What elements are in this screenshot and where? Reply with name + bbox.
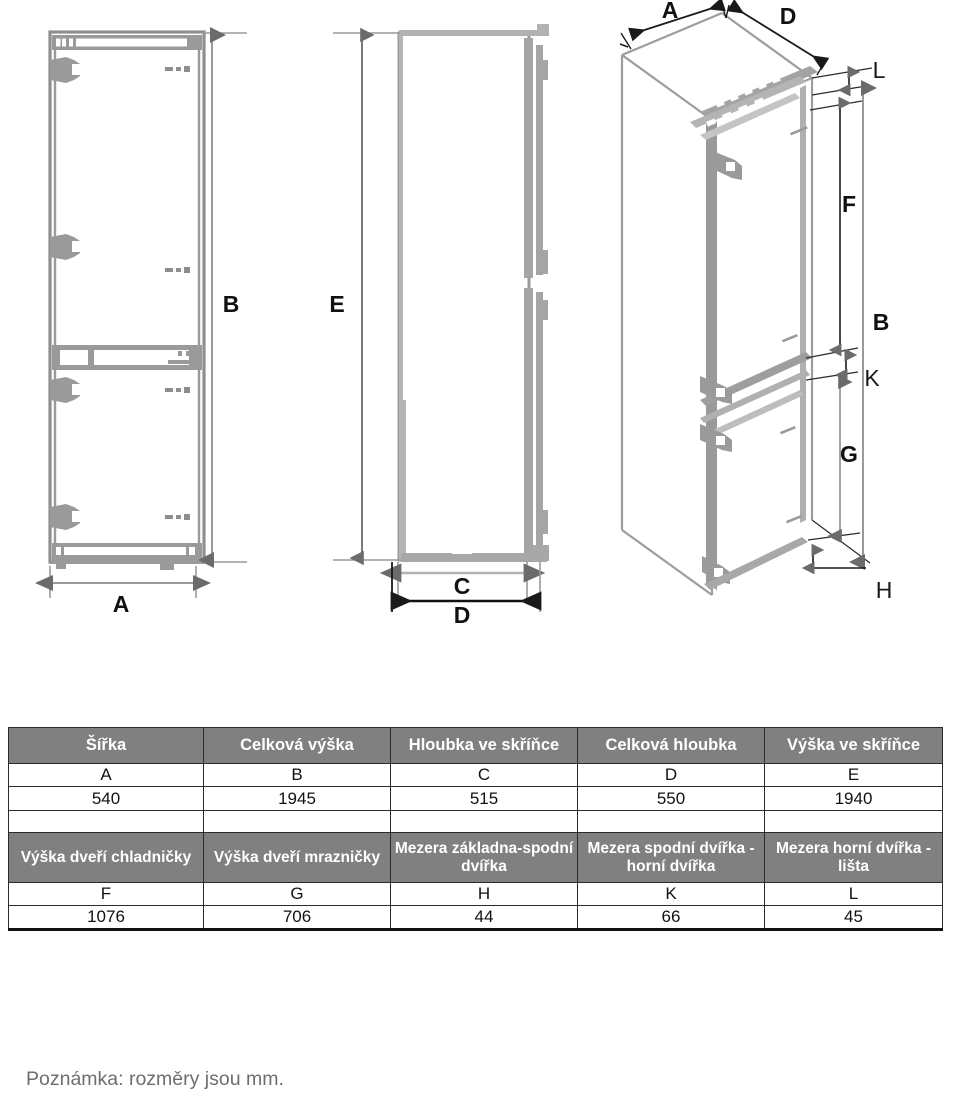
front-cabinet-outline xyxy=(50,32,204,562)
side-dimension-D-label: D xyxy=(453,602,471,628)
header-vyska-dveri-mraznicky: Výška dveří mrazničky xyxy=(204,833,391,883)
iso-dimension-H-label: H xyxy=(875,577,893,603)
letter-l: L xyxy=(765,883,943,906)
side-dimension-C-label: C xyxy=(453,573,471,599)
units-note: Poznámka: rozměry jsou mm. xyxy=(26,1068,284,1090)
letter-h: H xyxy=(391,883,578,906)
value-c: 515 xyxy=(391,787,578,811)
front-top-rail xyxy=(52,35,202,50)
value-g: 706 xyxy=(204,906,391,930)
header-mezera-spodni-horni-dvirka: Mezera spodní dvířka - horní dvířka xyxy=(578,833,765,883)
header-celkova-hloubka: Celková hloubka xyxy=(578,728,765,764)
table-value-row-2 xyxy=(9,906,943,930)
front-liner-outline xyxy=(55,37,199,557)
front-dimension-B-label: B xyxy=(222,291,240,317)
value-l: 45 xyxy=(765,906,943,930)
letter-c: C xyxy=(391,764,578,787)
letter-a: A xyxy=(9,764,204,787)
value-f: 1076 xyxy=(9,906,204,930)
value-b: 1945 xyxy=(204,787,391,811)
header-mezera-zakladna-spodni-dvirka: Mezera základna-spodní dvířka xyxy=(391,833,578,883)
iso-dimension-H xyxy=(808,550,866,568)
iso-dimension-A-label: A xyxy=(661,0,679,23)
letter-k: K xyxy=(578,883,765,906)
table-letter-row-2 xyxy=(9,883,943,906)
side-view xyxy=(329,24,549,628)
value-k: 66 xyxy=(578,906,765,930)
dimensions-table-wrapper xyxy=(8,727,942,931)
front-plinth xyxy=(50,559,204,570)
table-letter-row-1 xyxy=(9,764,943,787)
isometric-view xyxy=(620,0,892,603)
value-a: 540 xyxy=(9,787,204,811)
iso-dimension-F-label: F xyxy=(841,191,857,217)
value-d: 550 xyxy=(578,787,765,811)
front-right-detail-marks xyxy=(165,66,190,520)
iso-upper-hinge xyxy=(715,152,742,180)
spacer-cell-2 xyxy=(204,811,391,833)
header-hloubka-ve-skrince: Hloubka ve skříňce xyxy=(391,728,578,764)
front-view xyxy=(50,32,247,617)
iso-dimension-L-label: L xyxy=(872,57,886,83)
iso-dimension-G-label: G xyxy=(840,441,858,467)
spacer-cell-4 xyxy=(578,811,765,833)
header-celkova-vyska: Celková výška xyxy=(204,728,391,764)
spacer-cell-5 xyxy=(765,811,943,833)
front-dimension-A-label: A xyxy=(112,591,130,617)
value-h: 44 xyxy=(391,906,578,930)
table-value-row-1 xyxy=(9,787,943,811)
spacer-cell-1 xyxy=(9,811,204,833)
front-middle-divider xyxy=(52,345,202,370)
header-vyska-ve-skrince: Výška ve skříňce xyxy=(765,728,943,764)
iso-dimension-D-label: D xyxy=(779,3,797,29)
letter-e: E xyxy=(765,764,943,787)
table-spacer-row xyxy=(9,811,943,833)
letter-b: B xyxy=(204,764,391,787)
letter-g: G xyxy=(204,883,391,906)
iso-dimension-K-label: K xyxy=(864,365,880,391)
side-dimension-E-label: E xyxy=(329,291,345,317)
side-cabinet-outline xyxy=(399,33,529,560)
header-sirka: Šířka xyxy=(9,728,204,764)
iso-dimension-D xyxy=(726,5,824,75)
table-header-row-2 xyxy=(9,833,943,883)
table-header-row-1 xyxy=(9,728,943,764)
side-top-strip xyxy=(399,24,549,36)
letter-f: F xyxy=(9,883,204,906)
dimensions-table xyxy=(8,727,943,931)
header-vyska-dveri-chladnicky: Výška dveří chladničky xyxy=(9,833,204,883)
spacer-cell-3 xyxy=(391,811,578,833)
header-mezera-horni-dvirka-lista: Mezera horní dvířka - lišta xyxy=(765,833,943,883)
side-back-wall xyxy=(399,33,406,560)
front-bottom-rail xyxy=(52,543,202,559)
iso-dimension-B-label: B xyxy=(872,309,890,335)
side-door-assembly xyxy=(524,38,548,558)
value-e: 1940 xyxy=(765,787,943,811)
letter-d: D xyxy=(578,764,765,787)
iso-lower-hinge xyxy=(702,537,808,590)
